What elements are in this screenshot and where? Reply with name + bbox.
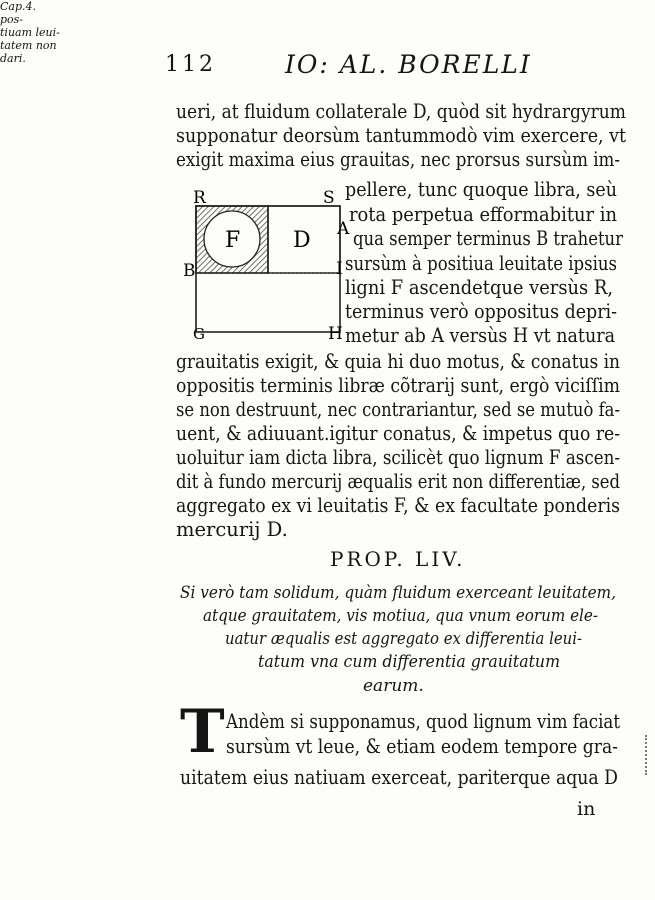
body-line: aggregato ex vi leuitatis F, & ex facultate ponderis: [176, 494, 620, 517]
running-title: IO: AL. BORELLI: [285, 50, 532, 79]
drop-cap: T: [180, 697, 225, 767]
body-line: Andèm si supponamus, quod lignum vim faciat: [226, 710, 620, 733]
body-line: grauitatis exigit, & quia hi duo motus, & conatus in: [176, 350, 620, 373]
body-line: exigit maxima eius grauitas, nec prorsus sursùm im-: [176, 148, 620, 171]
figure-wheel-diagram: [183, 186, 353, 341]
proposition-line: Si verò tam solidum, quàm fluidum exerceant leuitatem,: [180, 583, 616, 603]
label-b: B: [183, 261, 196, 281]
body-line: uitatem eius natiuam exerceat, pariterque aqua D: [180, 766, 618, 789]
proposition-heading: PROP. LIV.: [330, 547, 466, 571]
margin-note-line: dari.: [0, 52, 26, 65]
proposition-line: atque grauitatem, vis motiua, qua vnum eorum ele-: [203, 606, 598, 626]
body-line: metur ab A versùs H vt natura: [345, 324, 615, 347]
label-i: I: [336, 259, 343, 279]
catchword: in: [577, 798, 596, 820]
margin-note: [0, 0, 60, 65]
proposition-line: tatum vna cum differentia grauitatum: [258, 652, 560, 672]
body-line: rota perpetua efformabitur in: [349, 203, 617, 226]
proposition-line: earum.: [363, 676, 424, 696]
margin-note-line: Cap.4. pos-: [0, 0, 37, 26]
label-a: A: [337, 219, 350, 239]
body-line: terminus verò oppositus depri-: [345, 300, 617, 323]
body-line: supponatur deorsùm tantummodò vim exercere, vt: [176, 124, 626, 147]
label-s: S: [323, 188, 335, 208]
label-g: G: [193, 325, 205, 341]
body-line: se non destruunt, nec contrariantur, sed se mutuò fa-: [176, 398, 620, 421]
body-line: oppositis terminis libræ cõtrarij sunt, ergò viciſſim: [176, 374, 620, 397]
body-line: ueri, at fluidum collaterale D, quòd sit hydrargyrum: [176, 100, 626, 123]
label-r: R: [193, 188, 206, 208]
margin-note-line: tiuam leui-: [0, 26, 60, 39]
body-line: uoluitur iam dicta libra, scilicèt quo lignum F ascen-: [176, 446, 620, 469]
body-line: qua semper terminus B trahetur: [353, 227, 623, 250]
label-h: H: [328, 324, 343, 341]
label-d: D: [293, 228, 311, 253]
proposition-line: uatur æqualis est aggregato ex differentia leui-: [225, 629, 582, 649]
page-number: 112: [165, 52, 216, 77]
body-line: dit à fundo mercurij æqualis erit non differentiæ, sed: [176, 470, 620, 493]
body-line: mercurij D.: [176, 518, 288, 541]
body-line: ligni F ascendetque versùs R,: [345, 276, 613, 299]
label-f: F: [225, 228, 241, 253]
margin-note-line: tatem non: [0, 39, 57, 52]
body-line: sursùm vt leue, & etiam eodem tempore gra-: [226, 735, 618, 758]
body-line: sursùm à positiua leuitate ipsius: [345, 252, 617, 275]
body-line: uent, & adiuuant.igitur conatus, & impetus quo re-: [176, 422, 620, 445]
page-edge-mark: [645, 735, 653, 775]
body-line: pellere, tunc quoque libra, seù: [345, 178, 617, 201]
